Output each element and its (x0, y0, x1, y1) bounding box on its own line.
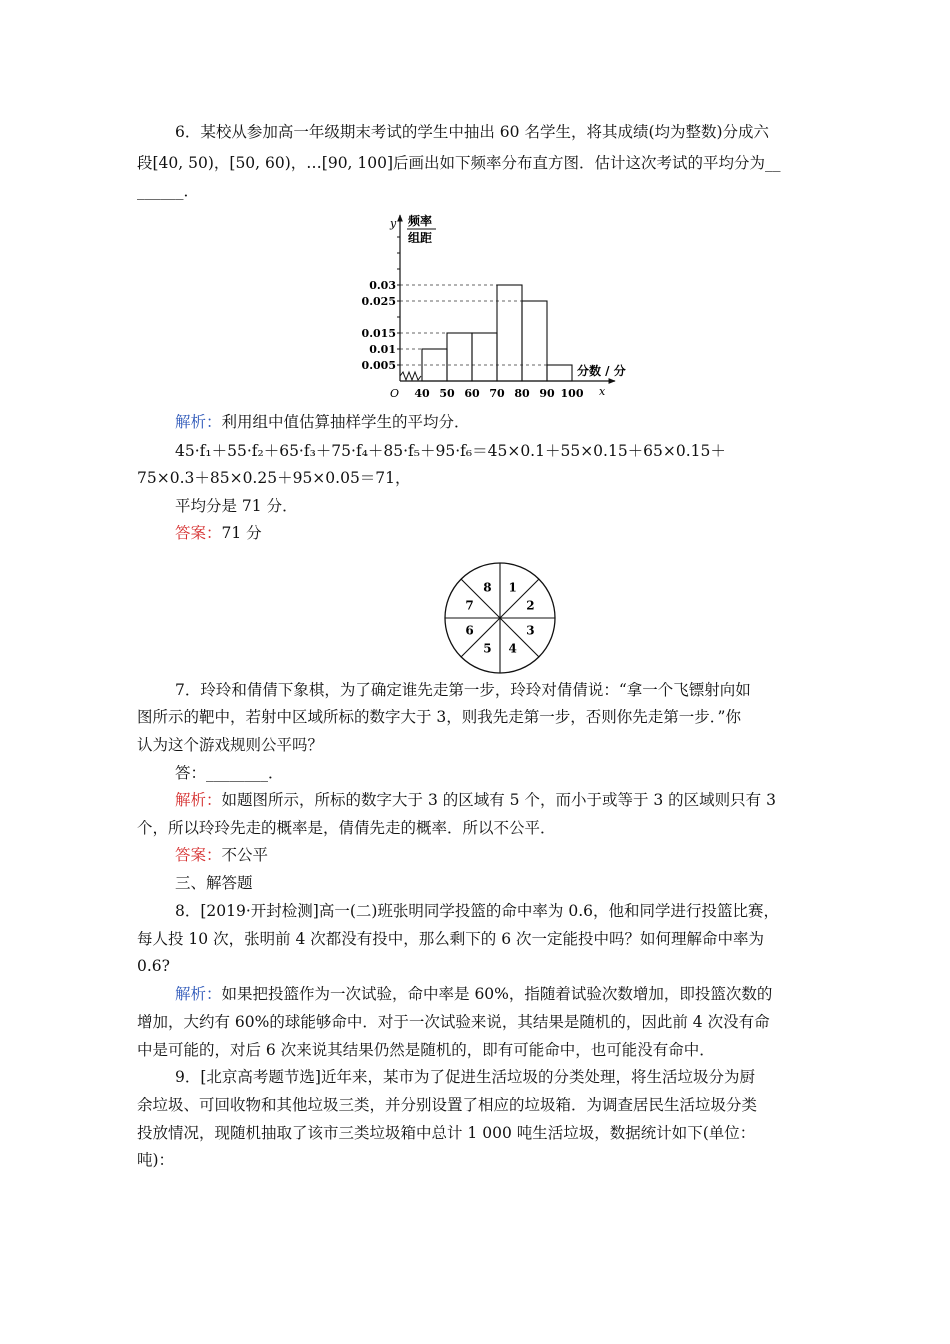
wheel-number: 6 (465, 623, 474, 638)
axis-break-zigzag (400, 372, 421, 380)
dartboard-wheel (436, 560, 566, 676)
wheel-number: 2 (526, 598, 535, 613)
q6-analysis (175, 412, 470, 432)
x-tick-label: 80 (514, 387, 530, 400)
q8-line-3: 0.6? (137, 957, 170, 975)
histogram-bar (522, 301, 547, 381)
q7-line-1: 7．玲玲和倩倩下象棋，为了确定谁先走第一步，玲玲对倩倩说：“拿一个飞镖射向如 (175, 681, 751, 699)
q7-analysis-label: 解析： (175, 791, 222, 809)
x-tick-label: 50 (439, 387, 455, 400)
q9-line-4: 吨)： (137, 1151, 175, 1169)
q7-analysis-line-2: 个，所以玲玲先走的概率是，倩倩先走的概率．所以不公平． (137, 819, 556, 837)
x-axis-label: 分数 / 分 (577, 364, 626, 378)
q6-average: 平均分是 71 分． (175, 497, 298, 515)
origin-label: O (390, 387, 400, 400)
q8-analysis-line-2: 增加，大约有 60%的球能够命中．对于一次试验来说，其结果是随机的，因此前 4 次没有命 (137, 1013, 770, 1031)
x-tick-label: 100 (560, 387, 584, 400)
q6-line-1: 6．某校从参加高一年级期末考试的学生中抽出 60 名学生，将其成绩(均为整数)分成六 (175, 123, 770, 141)
q8-analysis-label: 解析： (175, 985, 222, 1003)
histogram-bar (547, 365, 572, 381)
wheel-number: 1 (508, 580, 517, 595)
y-axis-letter: y (390, 217, 397, 230)
y-tick-label: 0.03 (369, 279, 396, 292)
q9-line-3: 投放情况，现随机抽取了该市三类垃圾箱中总计 1 000 吨生活垃圾，数据统计如下(单位： (137, 1124, 756, 1142)
histogram-bar (447, 333, 472, 381)
x-axis-letter: x (599, 385, 606, 398)
q6-analysis-label: 解析： (175, 413, 222, 431)
x-tick-label: 70 (489, 387, 505, 400)
y-tick-label: 0.01 (369, 343, 396, 356)
q7-line-2: 图所示的靶中，若射中区域所标的数字大于 3，则我先走第一步，否则你先走第一步．”你 (137, 708, 741, 726)
q8-analysis-line-1: 如果把投篮作为一次试验，命中率是 60%，指随着试验次数增加，即投篮次数的 (221, 985, 773, 1003)
y-tick-label: 0.025 (361, 295, 396, 308)
wheel-number: 4 (508, 641, 517, 656)
q6-answer (175, 523, 262, 543)
q8-analysis (175, 984, 772, 1004)
q8-analysis-line-3: 中是可能的，对后 6 次来说其结果仍然是随机的，即有可能命中，也可能没有命中． (137, 1041, 715, 1059)
q6-answer-text: 71 分 (221, 524, 262, 542)
q6-answer-label: 答案： (175, 524, 222, 542)
histogram-bar (472, 333, 497, 381)
q8-line-1: 8．[2019·开封检测]高一(二)班张明同学投篮的命中率为 0.6，他和同学进行投篮比赛， (175, 902, 780, 920)
q7-analysis-line-1: 如题图所示，所标的数字大于 3 的区域有 5 个，而小于或等于 3 的区域则只有 3 (221, 791, 776, 809)
x-tick-label: 60 (464, 387, 480, 400)
q7-answer-blank: 答：________． (175, 764, 284, 782)
q6-analysis-text: 利用组中值估算抽样学生的平均分． (221, 413, 470, 431)
wheel-number: 3 (526, 623, 535, 638)
q9-line-1: 9．[北京高考题节选]近年来，某市为了促进生活垃圾的分类处理，将生活垃圾分为厨 (175, 1068, 755, 1086)
wheel-number: 5 (483, 641, 492, 656)
y-label-bottom: 组距 (408, 231, 433, 245)
wheel-number: 7 (465, 598, 474, 613)
x-tick-label: 90 (539, 387, 555, 400)
x-tick-label: 40 (414, 387, 430, 400)
q7-analysis (175, 790, 776, 810)
q6-line-2: 段[40, 50)，[50, 60)，…[90, 100]后画出如下频率分布直方图．估计这次考试的平均分为__ (137, 154, 781, 172)
histogram-bar (497, 285, 522, 381)
q6-calc-line-2: 75×0.3＋85×0.25＋95×0.05＝71， (137, 469, 411, 487)
section-heading: 三、解答题 (175, 874, 253, 892)
q8-line-2: 每人投 10 次，张明前 4 次都没有投中，那么剩下的 6 次一定能投中吗？如何理解命中率为 (137, 930, 765, 948)
q7-answer (175, 845, 268, 865)
wheel-number: 8 (483, 580, 492, 595)
y-label-top: 频率 (408, 214, 433, 228)
q9-line-2: 余垃圾、可回收物和其他垃圾三类，并分别设置了相应的垃圾箱．为调查居民生活垃圾分类 (137, 1096, 758, 1114)
q7-answer-label: 答案： (175, 846, 222, 864)
q6-calc-line-1: 45·f₁＋55·f₂＋65·f₃＋75·f₄＋85·f₅＋95·f₆＝45×0.1＋55×0.15＋65×0.15＋ (175, 442, 726, 460)
q6-line-3: ______． (137, 182, 200, 200)
frequency-histogram (360, 205, 660, 405)
y-tick-label: 0.015 (361, 327, 396, 340)
q7-line-3: 认为这个游戏规则公平吗？ (137, 736, 324, 754)
q7-answer-text: 不公平 (221, 846, 269, 864)
y-tick-label: 0.005 (361, 359, 396, 372)
